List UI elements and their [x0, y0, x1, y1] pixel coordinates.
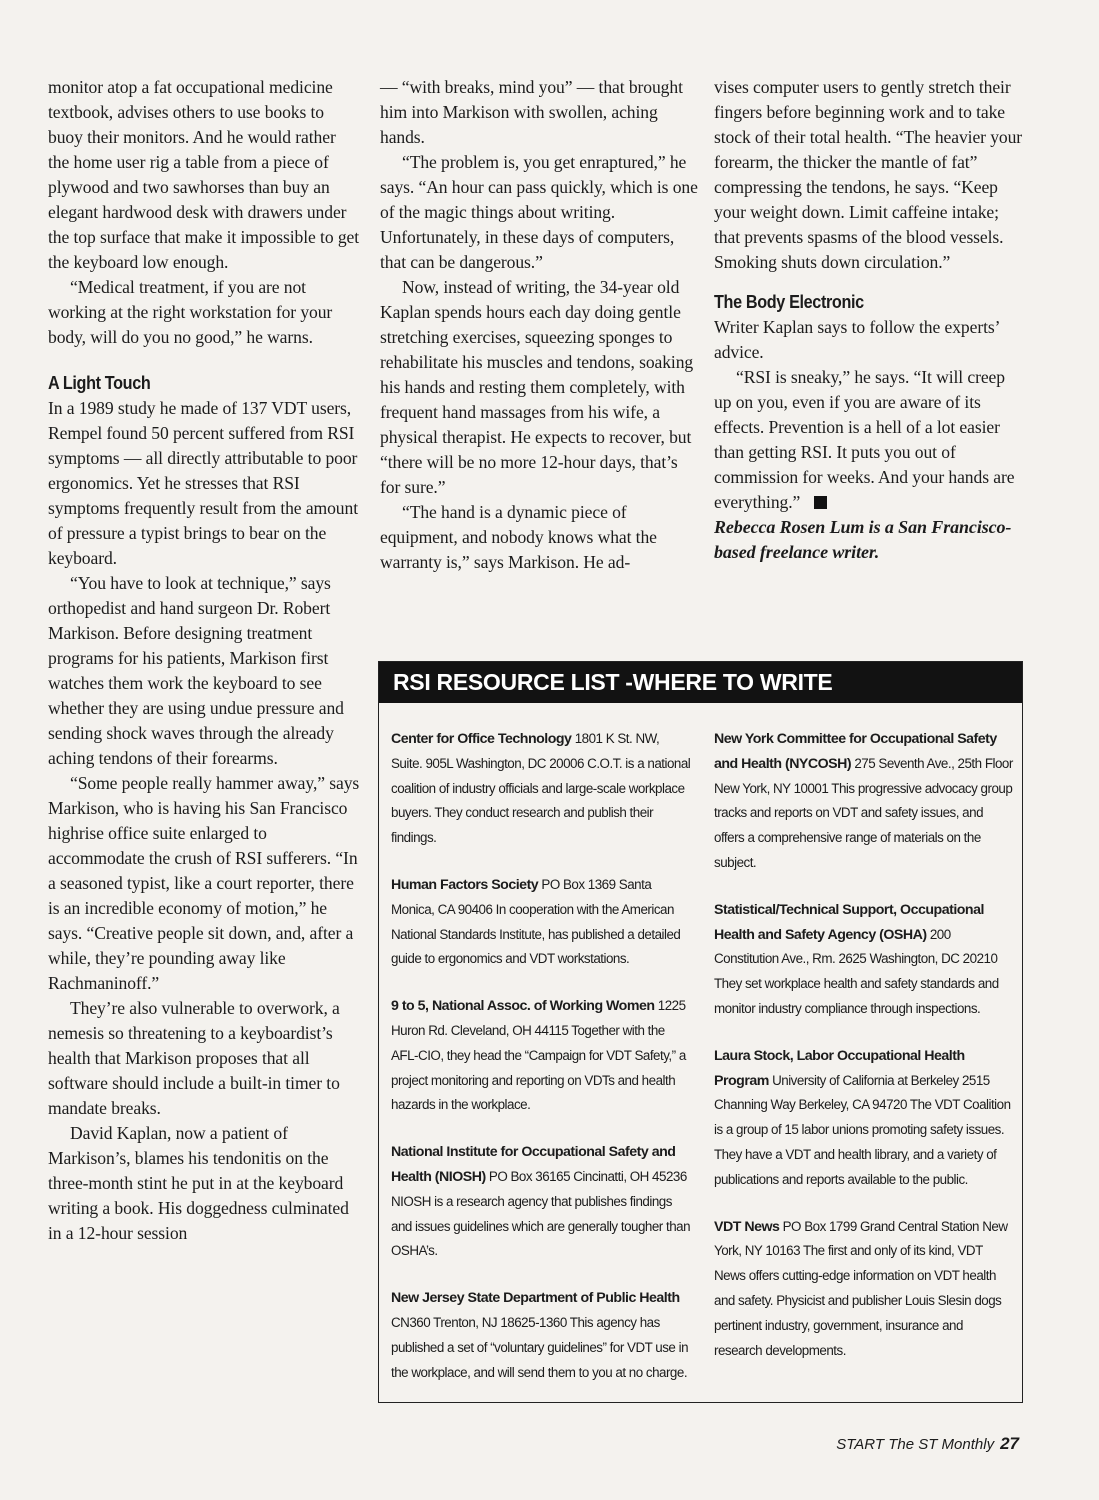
page-footer: [836, 1434, 1019, 1454]
resource-details: PO Box 1799 Grand Central Station New York, NY 10163 The first and only of its kind, VDT News offers cutting-edge information on VDT health and safety. Physicist and publisher Louis Slesin dogs pertinent industry, government, insurance and research developments.: [714, 1218, 1008, 1358]
paragraph: They’re also vulnerable to overwork, a nemesis so threatening to a keyboardist’s health that Markison proposes that all software should include a built-in timer to mandate breaks.: [48, 998, 340, 1118]
paragraph-text: “RSI is sneaky,” he says. “It will creep up on you, even if you are aware of its effects. Prevention is a hell of a lot easier than getting RSI. It puts you out of commission for weeks. And your hands are everything.”: [714, 367, 1015, 512]
resource-name: VDT News: [714, 1218, 780, 1235]
resource-details: 1801 K St. NW, Suite. 905L Washington, DC 20006 C.O.T. is a national coalition of industry officials and large-scale workplace buyers. They conduct research and publish their findings.: [391, 731, 691, 846]
resource-list-box: [378, 661, 1023, 1403]
paragraph: Now, instead of writing, the 34-year old Kaplan spends hours each day doing gentle stretching exercises, squeezing sponges to rehabilitate his muscles and tendons, soaking his hands and resting them completely, with frequent hand massages from his wife, a physical therapist. He expects to recover, but “there will be no more 12-hour days, that’s for sure.”: [380, 277, 694, 497]
resource-details: 1225 Huron Rd. Cleveland, OH 44115 Together with the AFL-CIO, they head the “Campaign for VDT Safety,” a project monitoring and reporting on VDTs and health hazards in the workplace.: [391, 998, 686, 1113]
resource-entry: [714, 727, 1014, 876]
paragraph: [714, 365, 1026, 515]
resource-name: Laura Stock, Labor Occupational Health Program: [714, 1047, 965, 1089]
end-of-article-mark: [814, 496, 827, 509]
paragraph: — “with breaks, mind you” — that brought him into Markison with swollen, aching hands.: [380, 77, 683, 147]
resource-details: PO Box 36165 Cincinatti, OH 45236 NIOSH is a research agency that publishes findings and issues guidelines which are generally tougher than OSHA’s.: [391, 1168, 691, 1259]
paragraph: “Some people really hammer away,” says Markison, who is having his San Francisco highrise office suite enlarged to accommodate the crush of RSI sufferers. “In a seasoned typist, like a court reporter, there is an incredible economy of motion,” he says. “Creative people sit down, and, after a while, they’re pounding away like Rachmaninoff.”: [48, 773, 360, 993]
paragraph: “Medical treatment, if you are not working at the right workstation for your body, will do you no good,” he warns.: [48, 277, 333, 347]
resource-entry: [714, 898, 1014, 1022]
resource-details: PO Box 1369 Santa Monica, CA 90406 In cooperation with the American National Standards Institute, has published a detailed guide to ergonomics and VDT workstations.: [391, 876, 681, 967]
resource-entry: [391, 873, 691, 972]
resource-name: Center for Office Technology: [391, 731, 572, 747]
author-byline: Rebecca Rosen Lum is a San Francisco-based freelance writer.: [714, 517, 1012, 562]
section-heading: The Body Electronic: [714, 292, 864, 312]
paragraph: monitor atop a fat occupational medicine textbook, advises others to use books to buoy their monitors. And he would rather the home user rig a table from a piece of plywood and two sawhorses than buy an elegant hardwood desk with drawers under the top surface that make it impossible to get the keyboard low enough.: [48, 77, 360, 272]
paragraph: vises computer users to gently stretch their fingers before beginning work and to take stock of their total health. “The heavier your forearm, the thicker the mantle of fat” compressing the tendons, he says. “Keep your weight down. Limit caffeine intake; that prevents spasms of the blood vessels. Smoking shuts down circulation.”: [714, 77, 1023, 272]
paragraph: “The hand is a dynamic piece of equipment, and nobody knows what the warranty is,” says Markison. He ad-: [380, 502, 657, 572]
resource-entry: [714, 1215, 1014, 1364]
resource-name: New York Committee for Occupational Safety and Health (NYCOSH): [714, 731, 997, 772]
paragraph: “You have to look at technique,” says orthopedist and hand surgeon Dr. Robert Markison. Before designing treatment programs for his patients, Markison first watches them work the keyboard to see whether they are using undue pressure and sending shock waves through the already aching tendons of their forearms.: [48, 573, 344, 768]
resource-details: 275 Seventh Ave., 25th Floor New York, NY 10001 This progressive advocacy group tracks and reports on VDT and safety issues, and offers a comprehensive range of materials on the subject.: [714, 755, 1013, 870]
resource-entry: [391, 727, 691, 851]
resource-details: University of California at Berkeley 2515 Channing Way Berkeley, CA 94720 The VDT Coalition is a group of 15 labor unions promoting safety issues. They have a VDT and health library, and a variety of publications and reports available to the public.: [714, 1072, 1011, 1187]
paragraph: In a 1989 study he made of 137 VDT users, Rempel found 50 percent suffered from RSI symptoms — all directly attributable to poor ergonomics. Yet he stresses that RSI symptoms frequently result from the amount of pressure a typist brings to bear on the keyboard.: [48, 398, 358, 568]
resource-details: 200 Constitution Ave., Rm. 2625 Washington, DC 20210 They set workplace health and safety standards and monitor industry compliance through inspections.: [714, 926, 999, 1016]
resource-list-title: RSI RESOURCE LIST -WHERE TO WRITE: [379, 662, 1022, 703]
article-column-1: [48, 75, 360, 1246]
resource-column-left: [391, 727, 691, 1407]
paragraph: Writer Kaplan says to follow the experts’ advice.: [714, 317, 1000, 362]
article-column-2: [380, 75, 698, 575]
page-number: 27: [1000, 1434, 1019, 1453]
publication-name: START The ST Monthly: [836, 1436, 995, 1453]
resource-name: Statistical/Technical Support, Occupational Health and Safety Agency (OSHA): [714, 901, 984, 943]
paragraph: “The problem is, you get enraptured,” he says. “An hour can pass quickly, which is one of the magic things about writing. Unfortunately, in these days of computers, that can be dangerous.”: [380, 152, 698, 272]
paragraph: David Kaplan, now a patient of Markison’s, blames his tendonitis on the three-month stint he put in at the keyboard writing a book. His doggedness culminated in a 12-hour session: [48, 1123, 349, 1243]
resource-entry: [714, 1044, 1014, 1193]
article-column-3: [714, 75, 1026, 565]
resource-entry: [391, 994, 691, 1118]
resource-name: National Institute for Occupational Safety and Health (NIOSH): [391, 1144, 676, 1185]
resource-entry: [391, 1140, 691, 1264]
resource-name: 9 to 5, National Assoc. of Working Women: [391, 998, 655, 1015]
resource-column-right: [714, 727, 1014, 1385]
resource-name: New Jersey State Department of Public Health: [391, 1290, 680, 1307]
resource-details: CN360 Trenton, NJ 18625-1360 This agency has published a set of “voluntary guidelines” for VDT use in the workplace, and will send them to you at no charge.: [391, 1314, 689, 1380]
resource-name: Human Factors Society: [391, 876, 539, 893]
resource-entry: [391, 1286, 691, 1385]
section-heading: A Light Touch: [48, 373, 151, 393]
